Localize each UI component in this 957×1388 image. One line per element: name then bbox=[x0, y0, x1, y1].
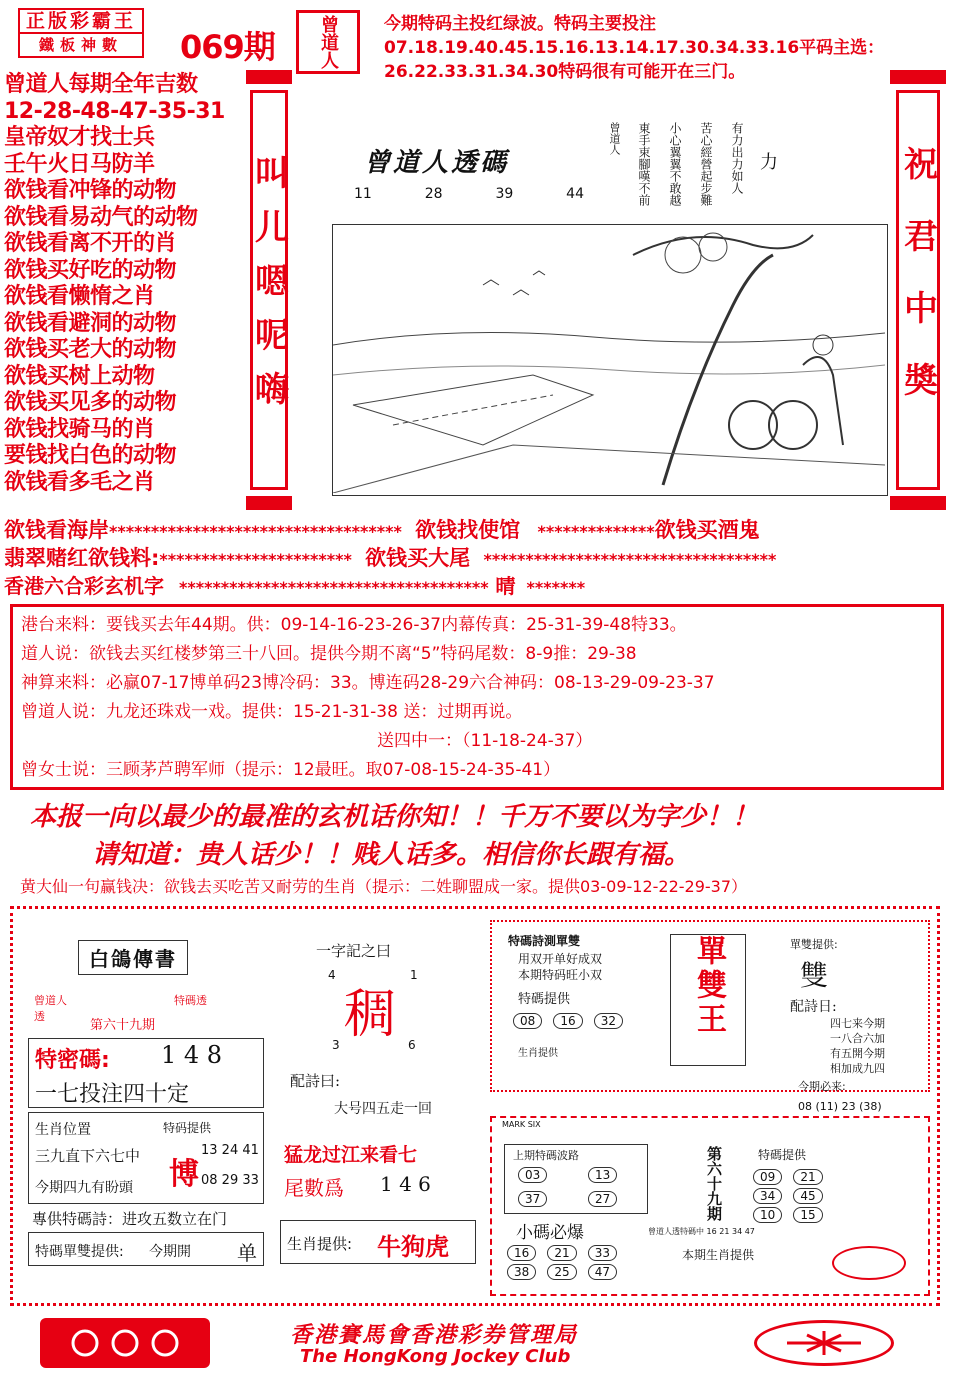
slogan-2: 请知道：贵人话少！！贱人话多。相信你长跟有福。 bbox=[92, 840, 691, 870]
left-line: 欲钱买见多的动物 bbox=[4, 390, 177, 415]
seal-text: 曾道人 bbox=[318, 15, 339, 69]
grid-num: 03 bbox=[518, 1167, 547, 1183]
rp-tip-label: 特碼提供 bbox=[518, 992, 571, 1007]
picture-number: 28 bbox=[424, 186, 443, 202]
rp-num: 16 bbox=[553, 1013, 582, 1029]
mid-num: 09 bbox=[753, 1169, 782, 1185]
left-line: 欲钱找骑马的肖 bbox=[4, 416, 155, 442]
info-line: 神算来料：必赢07-17博单码23博冷码：33。博连码28-29六合神码：08-13-29-09-23-37 bbox=[21, 673, 715, 693]
left-line: 欲钱看冲锋的动物 bbox=[4, 178, 177, 203]
star-row-3 bbox=[4, 572, 954, 602]
grid-num: 37 bbox=[518, 1191, 547, 1207]
rp-side-nums: 08 (11) 23 (38) bbox=[798, 1100, 882, 1113]
rp-nums bbox=[510, 1010, 626, 1029]
poem-line: 苦心經營起步難 bbox=[699, 122, 713, 206]
corner-num: 3 bbox=[332, 1038, 340, 1052]
left-line: 皇帝奴才找士兵 bbox=[4, 125, 155, 150]
slogan-1: 本报一向以最少的最准的玄机话你知！！千万不要以为字少！！ bbox=[30, 802, 759, 832]
picture-poem bbox=[606, 122, 778, 218]
info-line: 送四中一：（11-18-24-37） bbox=[377, 731, 593, 751]
odd-even-box bbox=[28, 1232, 264, 1266]
zodiac-provide bbox=[280, 1220, 476, 1264]
rp-side-poem-line: 相加成九四 bbox=[830, 1062, 885, 1075]
info-line: 道人说：欲钱去买红楼梦第三十八回。提供今期不离“5”特码尾数：8-9推：29-38 bbox=[21, 644, 637, 664]
picture-numbers bbox=[354, 186, 584, 202]
poem-author: 曾道人 bbox=[608, 122, 621, 155]
small-num: 38 bbox=[507, 1264, 536, 1280]
row1-stars2: ************** bbox=[537, 522, 655, 541]
mid-num: 15 bbox=[793, 1207, 822, 1223]
left-line: 欲钱买树上动物 bbox=[4, 363, 155, 389]
row1-a: 欲钱看海岸 bbox=[4, 518, 109, 542]
row2-stars: *********************** bbox=[159, 550, 352, 569]
small-num: 21 bbox=[547, 1245, 576, 1261]
prev-box bbox=[504, 1144, 648, 1214]
white-dove-title: 白鴿傳書 bbox=[78, 940, 188, 975]
big-char: 稠 bbox=[344, 985, 397, 1045]
white-dove-left-note: 曾道人透 bbox=[34, 994, 67, 1023]
left-line: 欲钱买老大的动物 bbox=[4, 337, 177, 362]
corner-num: 4 bbox=[328, 968, 336, 982]
poem-line: 小心翼翼不敢越 bbox=[668, 122, 682, 206]
odd-even-result: 单 bbox=[237, 1241, 257, 1265]
row3-a: 香港六合彩玄机字 bbox=[4, 574, 164, 598]
grid-num: 27 bbox=[588, 1191, 617, 1207]
picture-panel bbox=[296, 90, 896, 510]
tail-value: 1 4 6 bbox=[380, 1172, 431, 1196]
small-num: 16 bbox=[507, 1245, 536, 1261]
nums-top: 13 24 41 bbox=[201, 1143, 259, 1158]
issue-number: 069期 bbox=[180, 28, 275, 66]
white-dove-panel bbox=[18, 920, 274, 1290]
row2-stars2: *********************************** bbox=[483, 550, 777, 569]
nums-bottom: 08 29 33 bbox=[201, 1173, 259, 1188]
picture-number: 11 bbox=[354, 186, 372, 202]
info-line: 曾女士说：三顾茅芦聘军师（提示：12最旺。取07-08-15-24-35-41） bbox=[21, 760, 561, 780]
left-scroll bbox=[246, 70, 292, 510]
left-scroll-text: 叫儿嗯呢嗨 bbox=[248, 155, 289, 425]
rp-poem1: 用双开单好成双 bbox=[518, 952, 603, 966]
star-row-2 bbox=[4, 544, 954, 574]
white-dove-issue: 第六十九期 bbox=[90, 1018, 156, 1033]
white-dove-line3: 專供特碼詩：进攻五数立在门 bbox=[32, 1210, 228, 1228]
rp-emblem bbox=[832, 1246, 906, 1280]
footer-emblem-right bbox=[754, 1320, 894, 1366]
left-line: 欲钱看多毛之肖 bbox=[4, 469, 155, 495]
zodiac-box bbox=[28, 1112, 264, 1204]
rp-side-poem-label: 配詩日: bbox=[790, 999, 837, 1015]
special-label: 特密碼: bbox=[35, 1048, 110, 1073]
left-line: 欲钱看懒惰之肖 bbox=[4, 284, 155, 309]
mark-six-band bbox=[490, 1116, 930, 1296]
knot-icon bbox=[40, 1318, 210, 1368]
picture-number: 39 bbox=[495, 186, 514, 202]
rp-side-poem bbox=[830, 1016, 885, 1076]
row2-b: 欲钱买大尾 bbox=[365, 546, 471, 570]
mid-nums bbox=[750, 1166, 846, 1223]
left-column bbox=[4, 72, 254, 496]
zodiac-value: 三九直下六七中 bbox=[35, 1147, 141, 1165]
row1-stars: *********************************** bbox=[109, 522, 402, 541]
rp-side-value: 雙 bbox=[800, 959, 829, 992]
big-odd-even-text: 單雙王 bbox=[691, 935, 726, 1037]
left-line: 曾道人每期全年吉数 bbox=[4, 72, 198, 97]
row1-b: 欲钱找使馆 bbox=[415, 518, 521, 542]
small-nums bbox=[504, 1242, 654, 1280]
zodiac-provide-value: 牛狗虎 bbox=[377, 1232, 449, 1261]
bo-char: 博 bbox=[169, 1157, 199, 1192]
row3-stars: ************************************* bbox=[178, 578, 489, 597]
white-dove-line1: 一七投注四十定 bbox=[35, 1082, 190, 1107]
row3-b: 晴 bbox=[495, 574, 516, 598]
info-line: 港台来料：要钱买去年44期。供：09-14-16-23-26-37内幕传真：25-31-39-48特33。 bbox=[21, 615, 687, 635]
row1-c: 欲钱买酒鬼 bbox=[654, 518, 760, 542]
tip-label: 特码提供 bbox=[163, 1121, 212, 1135]
right-panel bbox=[490, 920, 930, 1300]
small-label: 小碼必爆 bbox=[516, 1223, 584, 1243]
picture-power: 力 bbox=[760, 152, 778, 173]
middle-panel bbox=[280, 920, 480, 1290]
small-num: 25 bbox=[547, 1264, 576, 1280]
left-line: 欲钱看避洞的动物 bbox=[4, 310, 177, 336]
logo bbox=[18, 8, 144, 58]
left-line: 欲钱看离不开的肖 bbox=[4, 231, 177, 256]
left-line: 要钱找白色的动物 bbox=[4, 443, 177, 468]
rp-sheng: 生肖提供 bbox=[518, 1048, 558, 1059]
zodiac-provide-label: 生肖提供: bbox=[287, 1235, 353, 1253]
special-box bbox=[28, 1038, 264, 1108]
scene-illustration bbox=[333, 225, 885, 493]
rp-side-poem-line: 一八合六加 bbox=[830, 1032, 885, 1045]
right-scroll bbox=[890, 70, 946, 510]
rp-num: 08 bbox=[513, 1013, 542, 1029]
char-title: 一字記之曰 bbox=[316, 942, 392, 960]
info-box bbox=[10, 604, 944, 790]
mid-num: 21 bbox=[793, 1169, 822, 1185]
small-num: 33 bbox=[588, 1245, 617, 1261]
zodiac-label: 生肖位置 bbox=[35, 1122, 91, 1138]
odd-even-label: 特碼單雙提供: bbox=[35, 1244, 124, 1260]
big-odd-even bbox=[670, 934, 746, 1066]
prev-label: 上期特碼波路 bbox=[513, 1149, 579, 1162]
left-line: 壬午火日马防羊 bbox=[4, 151, 155, 177]
rp-poem2: 本期特码旺小双 bbox=[518, 968, 603, 982]
logo-line1: 正版彩霸王 bbox=[18, 8, 144, 34]
rp-side-title: 單雙提供: bbox=[790, 938, 838, 951]
small-num: 47 bbox=[588, 1264, 617, 1280]
left-line: 欲钱看易动气的动物 bbox=[4, 204, 198, 230]
footer-emblem-left bbox=[40, 1318, 210, 1368]
special-value: 1 4 8 bbox=[161, 1041, 223, 1069]
rp-header: 特碼詩測單雙 bbox=[508, 934, 581, 948]
issue-vertical: 第六十九期 bbox=[705, 1146, 723, 1221]
corner-num: 6 bbox=[408, 1038, 416, 1052]
footer-cn: 香港賽馬會香港彩券管理局 bbox=[290, 1322, 579, 1348]
mid-num: 10 bbox=[753, 1207, 782, 1223]
footer-en: The HongKong Jockey Club bbox=[300, 1346, 571, 1367]
huang-line: 黄大仙一句赢钱决：欲钱去买吃苦又耐劳的生肖（提示：二姓聊盟成一家。提供03-09-12-22-29-37） bbox=[20, 877, 748, 896]
rp-side-poem-line: 四七来今期 bbox=[830, 1017, 885, 1030]
right-scroll-text: 祝君中奬 bbox=[897, 146, 938, 434]
mid-num: 34 bbox=[753, 1188, 782, 1204]
rp-num: 32 bbox=[594, 1013, 623, 1029]
poem-label: 配詩曰: bbox=[290, 1072, 341, 1090]
bottom-label: 本期生肖提供 bbox=[682, 1248, 755, 1262]
mid-title: 特碼提供 bbox=[758, 1148, 807, 1162]
white-dove-line2: 今期四九有盼頭 bbox=[35, 1180, 133, 1196]
scene-frame bbox=[332, 224, 888, 496]
picture-title: 曾道人透碼 bbox=[364, 148, 510, 178]
rp-side-today: 今期必来: bbox=[798, 1080, 846, 1093]
tail-label: 尾數爲 bbox=[284, 1176, 344, 1200]
horse-emblem-icon bbox=[757, 1323, 891, 1363]
info-line: 曾道人说：九龙还珠戏一戏。提供：15-21-31-38 送：过期再说。 bbox=[21, 702, 523, 722]
header-note: 今期特码主投红绿波。特码主要投注07.18.19.40.45.15.16.13.14.17.30.34.33.16平码主选：26.22.33.31.34.30特码很有可能开在三门。 bbox=[384, 14, 885, 82]
mark-six-label: MARK SIX bbox=[502, 1120, 541, 1129]
left-line: 欲钱买好吃的动物 bbox=[4, 257, 177, 283]
poem-line: 東手束腳嘆不前 bbox=[637, 122, 651, 206]
left-line: 12-28-48-47-35-31 bbox=[4, 98, 225, 124]
rp-side-poem-line: 有五開今期 bbox=[830, 1047, 885, 1060]
poem-line: 大号四五走一回 bbox=[334, 1101, 432, 1117]
logo-line2: 鐵板神數 bbox=[18, 34, 144, 58]
white-dove-right-note: 特碼透 bbox=[174, 994, 207, 1007]
row3-stars2: ******* bbox=[526, 578, 586, 597]
poem-line: 有力出力如人 bbox=[730, 122, 744, 194]
corner-num: 1 bbox=[410, 968, 418, 982]
dragon-line: 猛龙过江来看七 bbox=[284, 1144, 418, 1166]
seal bbox=[296, 10, 360, 74]
mid-num: 45 bbox=[793, 1188, 822, 1204]
picture-number: 44 bbox=[566, 186, 584, 202]
odd-even-value: 今期開 bbox=[149, 1244, 191, 1260]
star-row-1 bbox=[4, 516, 954, 546]
bottom-row: 曾道人透特碼中 16 21 34 47 bbox=[648, 1227, 755, 1236]
grid-num: 13 bbox=[588, 1167, 617, 1183]
row2-a: 翡翠赌红欲钱料: bbox=[4, 546, 160, 570]
